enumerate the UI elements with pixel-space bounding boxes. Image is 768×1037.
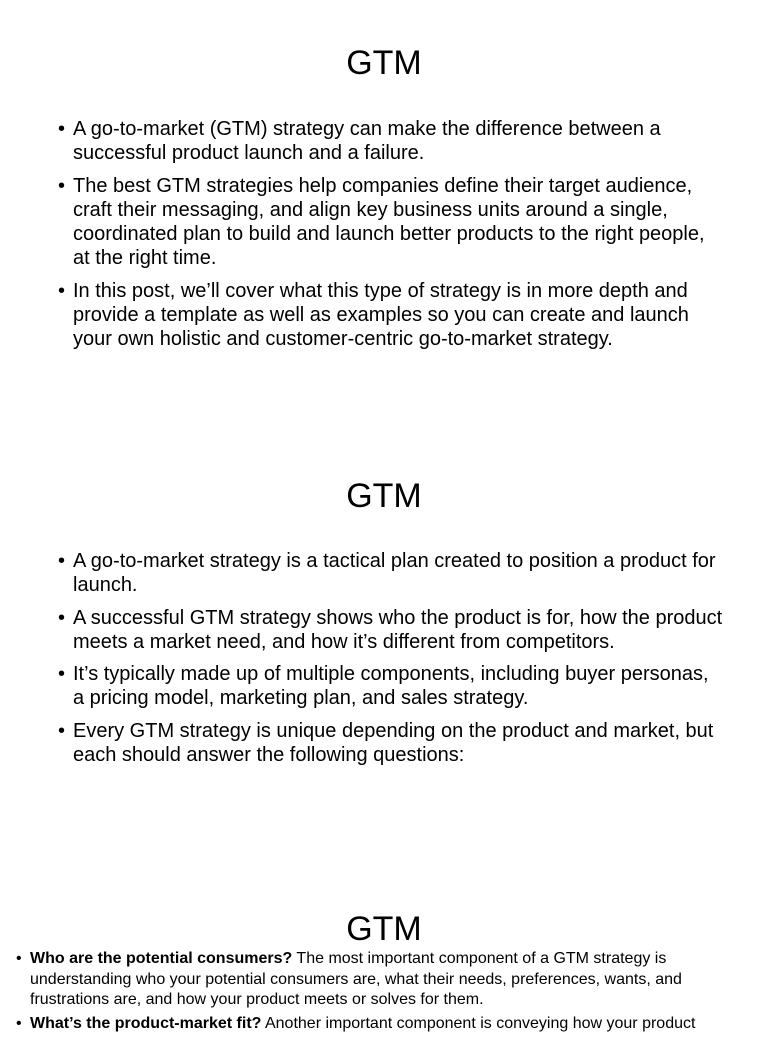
bullet-text: Every GTM strategy is unique depending on the product and market, but each should answer the following questions: — [73, 719, 714, 767]
slide-2 — [0, 430, 768, 850]
bullet-question: What’s the product-market fit? — [30, 1014, 262, 1032]
bullet-question: Who are the potential consumers? — [30, 950, 293, 967]
bullet-text: Another important component is conveying how your product — [261, 1014, 696, 1032]
bullet-icon: • — [58, 719, 66, 742]
bullet-text: In this post, we’ll cover what this type of strategy is in more depth and provide a template as well as examples so you can create and launch your own holistic and customer-centric go-to-market strategy. — [73, 279, 689, 351]
bullet-item — [58, 117, 723, 166]
slide-3 — [0, 905, 768, 1032]
slide-title: GTM — [346, 477, 422, 515]
bullet-text: It’s typically made up of multiple components, including buyer personas, a pricing model, marketing plan, and sales strategy. — [73, 663, 709, 710]
bullet-text: The best GTM strategies help companies define their target audience, craft their messaging, and align key business units around a single, coordinated plan to build and launch better products to the right people, at the right time. — [73, 174, 705, 270]
bullet-icon: • — [58, 663, 66, 686]
bullet-icon: • — [58, 606, 66, 629]
bullet-item — [58, 606, 723, 655]
bullet-icon: • — [16, 1014, 22, 1032]
bullet-item — [58, 719, 723, 768]
bullet-item — [58, 662, 723, 711]
bullet-list — [58, 117, 723, 360]
bullet-item — [16, 949, 750, 1011]
slide-1 — [0, 0, 768, 400]
bullet-icon: • — [58, 174, 66, 197]
bullet-item — [58, 279, 723, 352]
bullet-icon: • — [16, 950, 22, 967]
bullet-item — [58, 174, 723, 271]
bullet-text: The most important component of a GTM strategy is understanding who your potential consumers are, what their needs, preferences, wants, and frustrations are, and how your product meets or solves for them. — [30, 950, 682, 1008]
bullet-list — [58, 549, 723, 775]
bullet-icon: • — [58, 118, 66, 140]
slide-title: GTM — [346, 44, 422, 82]
bullet-text: A go-to-market (GTM) strategy can make the difference between a successful product launch and a failure. — [73, 118, 661, 165]
bullet-item — [58, 549, 723, 598]
bullet-icon: • — [58, 279, 66, 302]
slide-title: GTM — [346, 910, 422, 948]
bullet-text: A successful GTM strategy shows who the product is for, how the product meets a market need, and how it’s different from competitors. — [73, 606, 723, 653]
bullet-text: A go-to-market strategy is a tactical plan created to position a product for launch. — [73, 550, 716, 597]
bullet-icon: • — [58, 550, 66, 572]
